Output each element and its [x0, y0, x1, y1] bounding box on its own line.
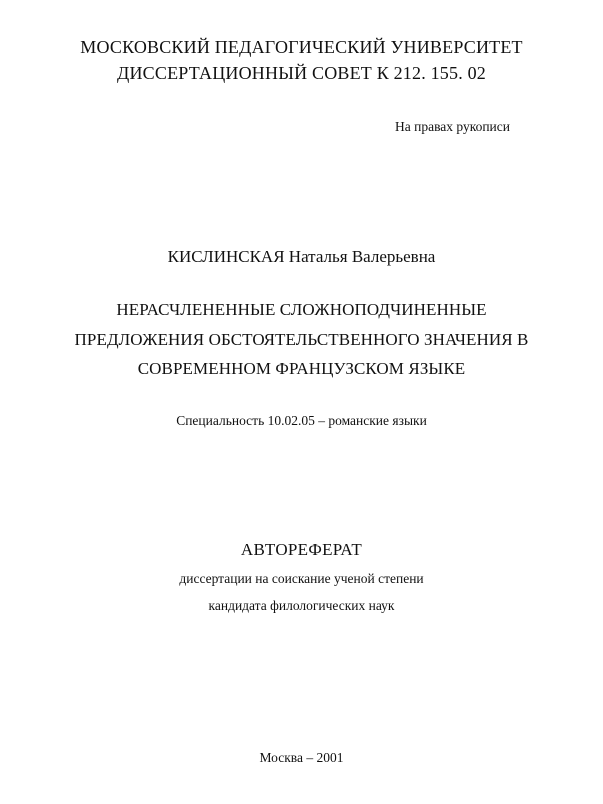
- place-and-year: Москва – 2001: [259, 750, 344, 765]
- specialty-line: Специальность 10.02.05 – романские языки: [176, 413, 427, 428]
- university-name: МОСКОВСКИЙ ПЕДАГОГИЧЕСКИЙ УНИВЕРСИТЕТ: [80, 37, 523, 57]
- degree-line-1: диссертации на соискание ученой степени: [179, 571, 424, 586]
- document-type: АВТОРЕФЕРАТ: [240, 540, 363, 559]
- manuscript-rights-note: На правах рукописи: [394, 119, 510, 134]
- degree-line-2: кандидата филологических наук: [208, 598, 395, 613]
- dissertation-title-line-3: СОВРЕМЕННОМ ФРАНЦУЗСКОМ ЯЗЫКЕ: [137, 359, 466, 378]
- dissertation-title-line-2: ПРЕДЛОЖЕНИЯ ОБСТОЯТЕЛЬСТВЕННОГО ЗНАЧЕНИЯ В: [74, 330, 529, 349]
- dissertation-title-line-1: НЕРАСЧЛЕНЕННЫЕ СЛОЖНОПОДЧИНЕННЫЕ: [116, 300, 487, 319]
- author-name: КИСЛИНСКАЯ Наталья Валерьевна: [167, 247, 436, 266]
- dissertation-council: ДИССЕРТАЦИОННЫЙ СОВЕТ К 212. 155. 02: [116, 63, 486, 83]
